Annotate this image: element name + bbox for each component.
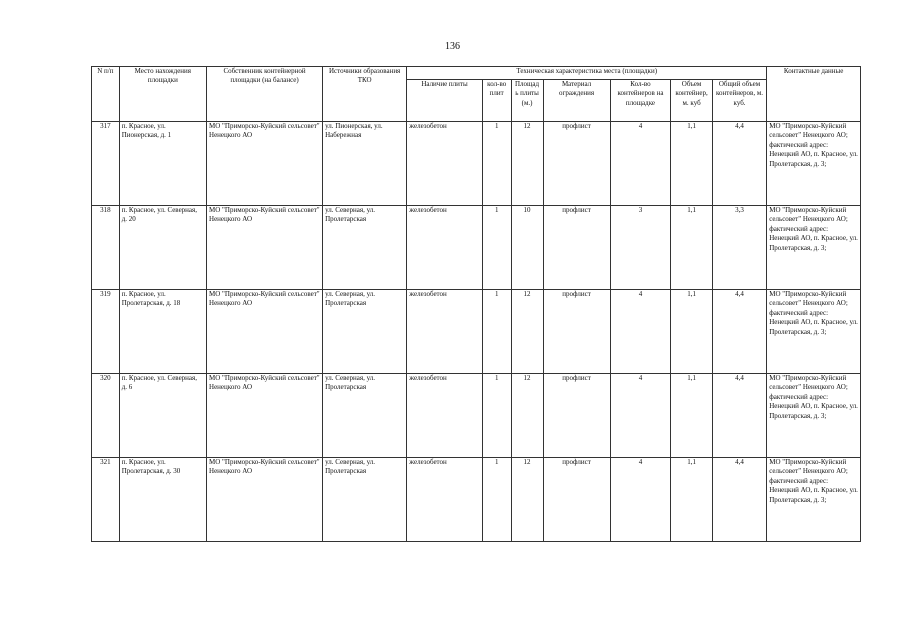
header-volume: Объем контейнер, м. куб — [671, 80, 713, 122]
cell-count: 1 — [482, 458, 511, 542]
cell-num: 318 — [92, 206, 120, 290]
cell-contacts: МО "Приморско-Куйский сельсовет" Ненецкого АО; фактический адрес: Ненецкий АО, п. Красное, ул. Пролетарская, д. 3; — [767, 290, 861, 374]
cell-owner: МО "Приморско-Куйский сельсовет" Ненецкого АО — [207, 458, 323, 542]
table-row — [92, 122, 861, 206]
cell-containers: 3 — [610, 206, 671, 290]
cell-num: 320 — [92, 374, 120, 458]
cell-owner: МО "Приморско-Куйский сельсовет" Ненецкого АО — [207, 122, 323, 206]
cell-total: 4,4 — [712, 374, 766, 458]
cell-area: 12 — [511, 374, 543, 458]
cell-owner: МО "Приморско-Куйский сельсовет" Ненецкого АО — [207, 374, 323, 458]
cell-volume: 1,1 — [671, 458, 713, 542]
cell-fence: профлист — [543, 122, 610, 206]
header-total: Общий объем контейнеров, м. куб. — [712, 80, 766, 122]
cell-area: 12 — [511, 122, 543, 206]
cell-location: п. Красное, ул. Пролетарская, д. 18 — [119, 290, 206, 374]
header-containers: Кол-во контейнеров на площадке — [610, 80, 671, 122]
cell-num: 319 — [92, 290, 120, 374]
cell-containers: 4 — [610, 374, 671, 458]
table-row — [92, 206, 861, 290]
cell-total: 4,4 — [712, 458, 766, 542]
cell-fence: профлист — [543, 206, 610, 290]
cell-num: 317 — [92, 122, 120, 206]
cell-surface: железобетон — [407, 458, 483, 542]
cell-count: 1 — [482, 290, 511, 374]
cell-count: 1 — [482, 206, 511, 290]
cell-surface: железобетон — [407, 374, 483, 458]
header-area: Площадь плиты (м.) — [511, 80, 543, 122]
cell-contacts: МО "Приморско-Куйский сельсовет" Ненецкого АО; фактический адрес: Ненецкий АО, п. Красное, ул. Пролетарская, д. 3; — [767, 374, 861, 458]
cell-sources: ул. Северная, ул. Пролетарская — [323, 374, 407, 458]
cell-containers: 4 — [610, 458, 671, 542]
cell-fence: профлист — [543, 374, 610, 458]
cell-contacts: МО "Приморско-Куйский сельсовет" Ненецкого АО; фактический адрес: Ненецкий АО, п. Красное, ул. Пролетарская, д. 3; — [767, 206, 861, 290]
cell-area: 12 — [511, 458, 543, 542]
cell-surface: железобетон — [407, 122, 483, 206]
cell-sources: ул. Пионерская, ул. Набережная — [323, 122, 407, 206]
cell-surface: железобетон — [407, 206, 483, 290]
header-surface: Наличие плиты — [407, 80, 483, 122]
table-row — [92, 290, 861, 374]
header-fence: Материал ограждения — [543, 80, 610, 122]
cell-location: п. Красное, ул. Пионерская, д. 1 — [119, 122, 206, 206]
cell-fence: профлист — [543, 458, 610, 542]
header-count: кол-во плит — [482, 80, 511, 122]
cell-total: 3,3 — [712, 206, 766, 290]
cell-sources: ул. Северная, ул. Пролетарская — [323, 290, 407, 374]
cell-fence: профлист — [543, 290, 610, 374]
cell-contacts: МО "Приморско-Куйский сельсовет" Ненецкого АО; фактический адрес: Ненецкий АО, п. Красное, ул. Пролетарская, д. 3; — [767, 122, 861, 206]
header-num: N п/п — [92, 67, 120, 122]
header-tech: Техническая характеристика места (площадки) — [407, 67, 767, 80]
cell-containers: 4 — [610, 290, 671, 374]
cell-sources: ул. Северная, ул. Пролетарская — [323, 458, 407, 542]
header-owner: Собственник контейнерной площадки (на балансе) — [207, 67, 323, 122]
cell-location: п. Красное, ул. Северная, д. 6 — [119, 374, 206, 458]
header-contacts: Контактные данные — [767, 67, 861, 122]
cell-area: 12 — [511, 290, 543, 374]
cell-volume: 1,1 — [671, 122, 713, 206]
cell-owner: МО "Приморско-Куйский сельсовет" Ненецкого АО — [207, 206, 323, 290]
cell-total: 4,4 — [712, 122, 766, 206]
cell-contacts: МО "Приморско-Куйский сельсовет" Ненецкого АО; фактический адрес: Ненецкий АО, п. Красное, ул. Пролетарская, д. 3; — [767, 458, 861, 542]
cell-volume: 1,1 — [671, 206, 713, 290]
cell-count: 1 — [482, 122, 511, 206]
cell-num: 321 — [92, 458, 120, 542]
cell-owner: МО "Приморско-Куйский сельсовет" Ненецкого АО — [207, 290, 323, 374]
cell-volume: 1,1 — [671, 290, 713, 374]
page-number: 136 — [445, 41, 460, 52]
cell-count: 1 — [482, 374, 511, 458]
cell-location: п. Красное, ул. Пролетарская, д. 30 — [119, 458, 206, 542]
header-sources: Источники образования ТКО — [323, 67, 407, 122]
header-location: Место нахождения площадки — [119, 67, 206, 122]
cell-surface: железобетон — [407, 290, 483, 374]
cell-area: 10 — [511, 206, 543, 290]
cell-sources: ул. Северная, ул. Пролетарская — [323, 206, 407, 290]
cell-volume: 1,1 — [671, 374, 713, 458]
cell-containers: 4 — [610, 122, 671, 206]
waste-sites-table — [91, 66, 861, 542]
cell-total: 4,4 — [712, 290, 766, 374]
table-row — [92, 458, 861, 542]
cell-location: п. Красное, ул. Северная, д. 20 — [119, 206, 206, 290]
table-row — [92, 374, 861, 458]
